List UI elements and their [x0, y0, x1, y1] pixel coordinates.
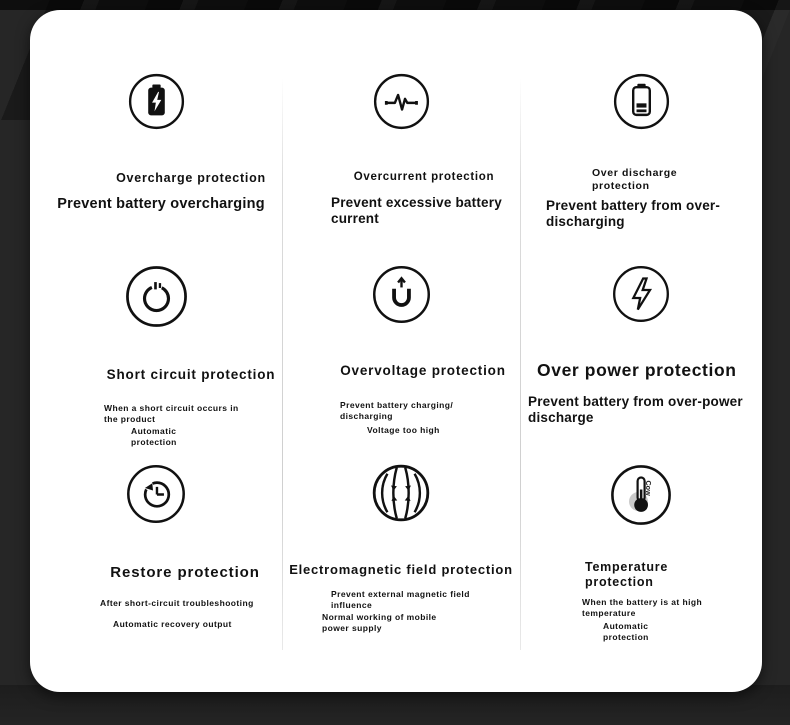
feature-note: Automatic recovery output — [113, 619, 232, 630]
feature-subtitle: Prevent excessive battery current — [331, 194, 502, 226]
icon-watermark-text: Cow — [644, 480, 654, 496]
feature-note: Automatic protection — [603, 620, 649, 642]
feature-overcharge-protection — [30, 10, 282, 232]
battery-low-icon — [612, 72, 671, 131]
column-divider — [520, 78, 521, 650]
feature-restore-protection — [30, 432, 282, 692]
lightning-bolt-icon — [611, 264, 671, 324]
feature-subtitle: Prevent battery from over-discharging — [546, 198, 721, 230]
feature-title: Overcharge protection — [116, 171, 266, 185]
feature-title: Temperature protection — [585, 560, 669, 589]
feature-over-discharge-protection — [520, 10, 762, 232]
feature-note: When a short circuit occurs in the product — [104, 403, 239, 425]
feature-note: Normal working of mobile power supply — [322, 611, 437, 633]
feature-overvoltage-protection — [282, 232, 520, 436]
feature-subtitle: Prevent battery from over-power discharge — [528, 394, 743, 425]
feature-note: Voltage too high — [367, 425, 440, 436]
battery-charging-icon — [127, 72, 186, 131]
feature-note: Prevent battery charging/ discharging — [340, 400, 454, 422]
protection-features-card — [30, 10, 762, 692]
thermometer-icon — [609, 463, 673, 527]
column-divider — [282, 78, 283, 650]
feature-over-power-protection — [520, 232, 762, 432]
features-grid — [30, 10, 762, 692]
feature-title: Electromagnetic field protection — [289, 562, 513, 577]
feature-title: Overcurrent protection — [353, 171, 495, 183]
feature-subtitle: Prevent battery overcharging — [57, 196, 265, 212]
feature-title: Over discharge protection — [592, 167, 678, 192]
feature-note: After short-circuit troubleshooting — [100, 598, 254, 608]
feature-temperature-protection — [520, 432, 762, 692]
overcurrent-pulse-icon — [372, 72, 431, 131]
feature-title: Restore protection — [110, 564, 260, 581]
feature-note: When the battery is at high temperature — [582, 596, 703, 618]
power-button-icon — [124, 264, 189, 329]
feature-title: Overvoltage protection — [340, 363, 506, 378]
feature-note: Prevent external magnetic field influence — [331, 588, 470, 610]
feature-overcurrent-protection — [282, 10, 520, 232]
voltage-up-icon — [371, 264, 432, 325]
feature-title: Over power protection — [537, 360, 737, 380]
restore-clock-icon — [125, 463, 187, 525]
feature-note: Automatic protection — [131, 426, 177, 448]
feature-title: Short circuit protection — [106, 367, 276, 382]
feature-short-circuit-protection — [30, 232, 282, 448]
feature-electromagnetic-field-protection — [282, 432, 520, 692]
magnetic-field-icon — [371, 463, 431, 523]
